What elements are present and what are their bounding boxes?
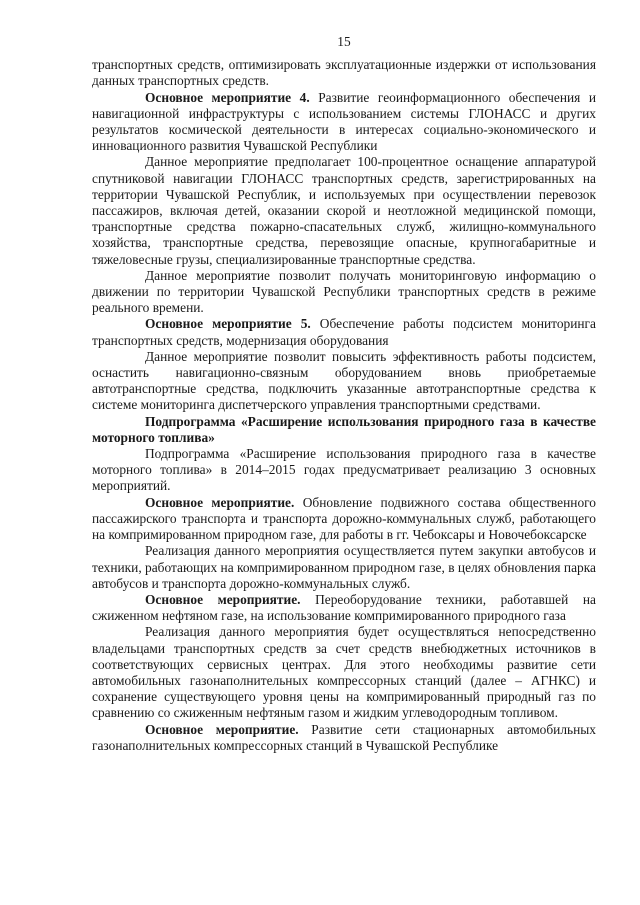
paragraph-text: Реализация данного мероприятия осуществляется путем закупки автобусов и техники, работающих на компримированном природном газе, в целях обновления парка автобусов и транспорта дорожно-коммунальных служб.	[92, 543, 596, 591]
paragraph-4	[92, 268, 596, 317]
paragraph-text: Данное мероприятие предполагает 100-процентное оснащение аппаратурой спутниковой навигации ГЛОНАСС транспортных средств, зарегистрированных на территории Чувашской Республик, и используемых при осуществлении перевозок пассажиров, включая детей, оказании скорой и неотложной медицинской помощи, транспортные средства пожарно-спасательных служб, жилищно-коммунального хозяйства, транспортные средства, перевозящие опасные, крупногабаритные и тяжеловесные грузы, специализированные транспортные средства.	[92, 154, 596, 267]
paragraph-text: Обновление подвижного состава общественного пассажирского транспорта и транспорта дорожно-коммунальных служб, работающего на компримированном природном газе, для работы в гг. Чебоксары и Новочебоксарске	[92, 494, 596, 543]
paragraph-6	[92, 349, 596, 414]
paragraph-bold-lead: Основное мероприятие.	[145, 494, 295, 510]
paragraph-8	[92, 446, 596, 495]
paragraph-text: транспортных средств, оптимизировать эксплуатационные издержки от использования данных транспортных средств.	[92, 57, 596, 89]
paragraph-bold-lead: Основное мероприятие 4.	[145, 89, 310, 105]
paragraph-text: Развитие геоинформационного обеспечения и навигационной инфраструктуры с использованием системы ГЛОНАСС и других результатов космической деятельности в интересах социально-экономического и инновационного развития Чувашской Республики	[92, 89, 597, 154]
subprogram-heading	[92, 414, 596, 446]
paragraph-text: Реализация данного мероприятия будет осуществляться непосредственно владельцами транспортных средств за счет средств внебюджетных источников в соответствующих сервисных центрах. Для этого необходимы развитие сети автомобильных газонаполнительных компрессорных станций (далее – АГНКС) и сохранение существующего уровня цены на компримированный природный газ по сравнению со сжиженным нефтяным газом и жидким углеводородным топливом.	[92, 624, 596, 721]
paragraph-1	[92, 57, 596, 89]
page-number: 15	[337, 34, 351, 49]
paragraph-bold-lead: Основное мероприятие 5.	[145, 316, 311, 332]
paragraph-text: Данное мероприятие позволит получать мониторинговую информацию о движении по территории Чувашской Республики транспортных средств в режиме реального времени.	[92, 267, 596, 316]
paragraph-text: Данное мероприятие позволит повысить эффективность работы подсистем, оснастить навигационно-связным оборудованием вновь приобретаемые автотранспортные средства, подключить указанные автотранспортные средства к системе мониторинга диспетчерского управления транспортными средствами.	[92, 348, 596, 413]
paragraph-text: Переоборудование техники, работавшей на сжиженном нефтяном газе, на использование компримированного природного газа	[92, 591, 596, 624]
paragraph-bold-lead: Основное мероприятие.	[145, 591, 301, 607]
paragraph-10	[92, 543, 596, 592]
paragraph-text: Подпрограмма «Расширение использования природного газа в качестве моторного топлива» в 2014–2015 годах предусматривает реализацию 3 основных мероприятий.	[92, 446, 596, 494]
paragraph-bold-lead: Основное мероприятие.	[145, 721, 299, 737]
paragraph-9	[92, 495, 596, 544]
paragraph-5	[92, 316, 596, 348]
paragraph-text: Развитие сети стационарных автомобильных газонаполнительных компрессорных станций в Чувашской Республике	[92, 721, 596, 753]
paragraph-11	[92, 592, 596, 624]
paragraph-3	[92, 154, 596, 267]
paragraph-bold-lead: Подпрограмма «Расширение использования природного газа в качестве моторного топлива»	[92, 413, 596, 445]
paragraph-text: Обеспечение работы подсистем мониторинга транспортных средств, модернизация оборудования	[92, 316, 596, 348]
paragraph-2	[92, 90, 596, 155]
paragraph-12	[92, 624, 596, 721]
paragraph-13	[92, 722, 596, 754]
